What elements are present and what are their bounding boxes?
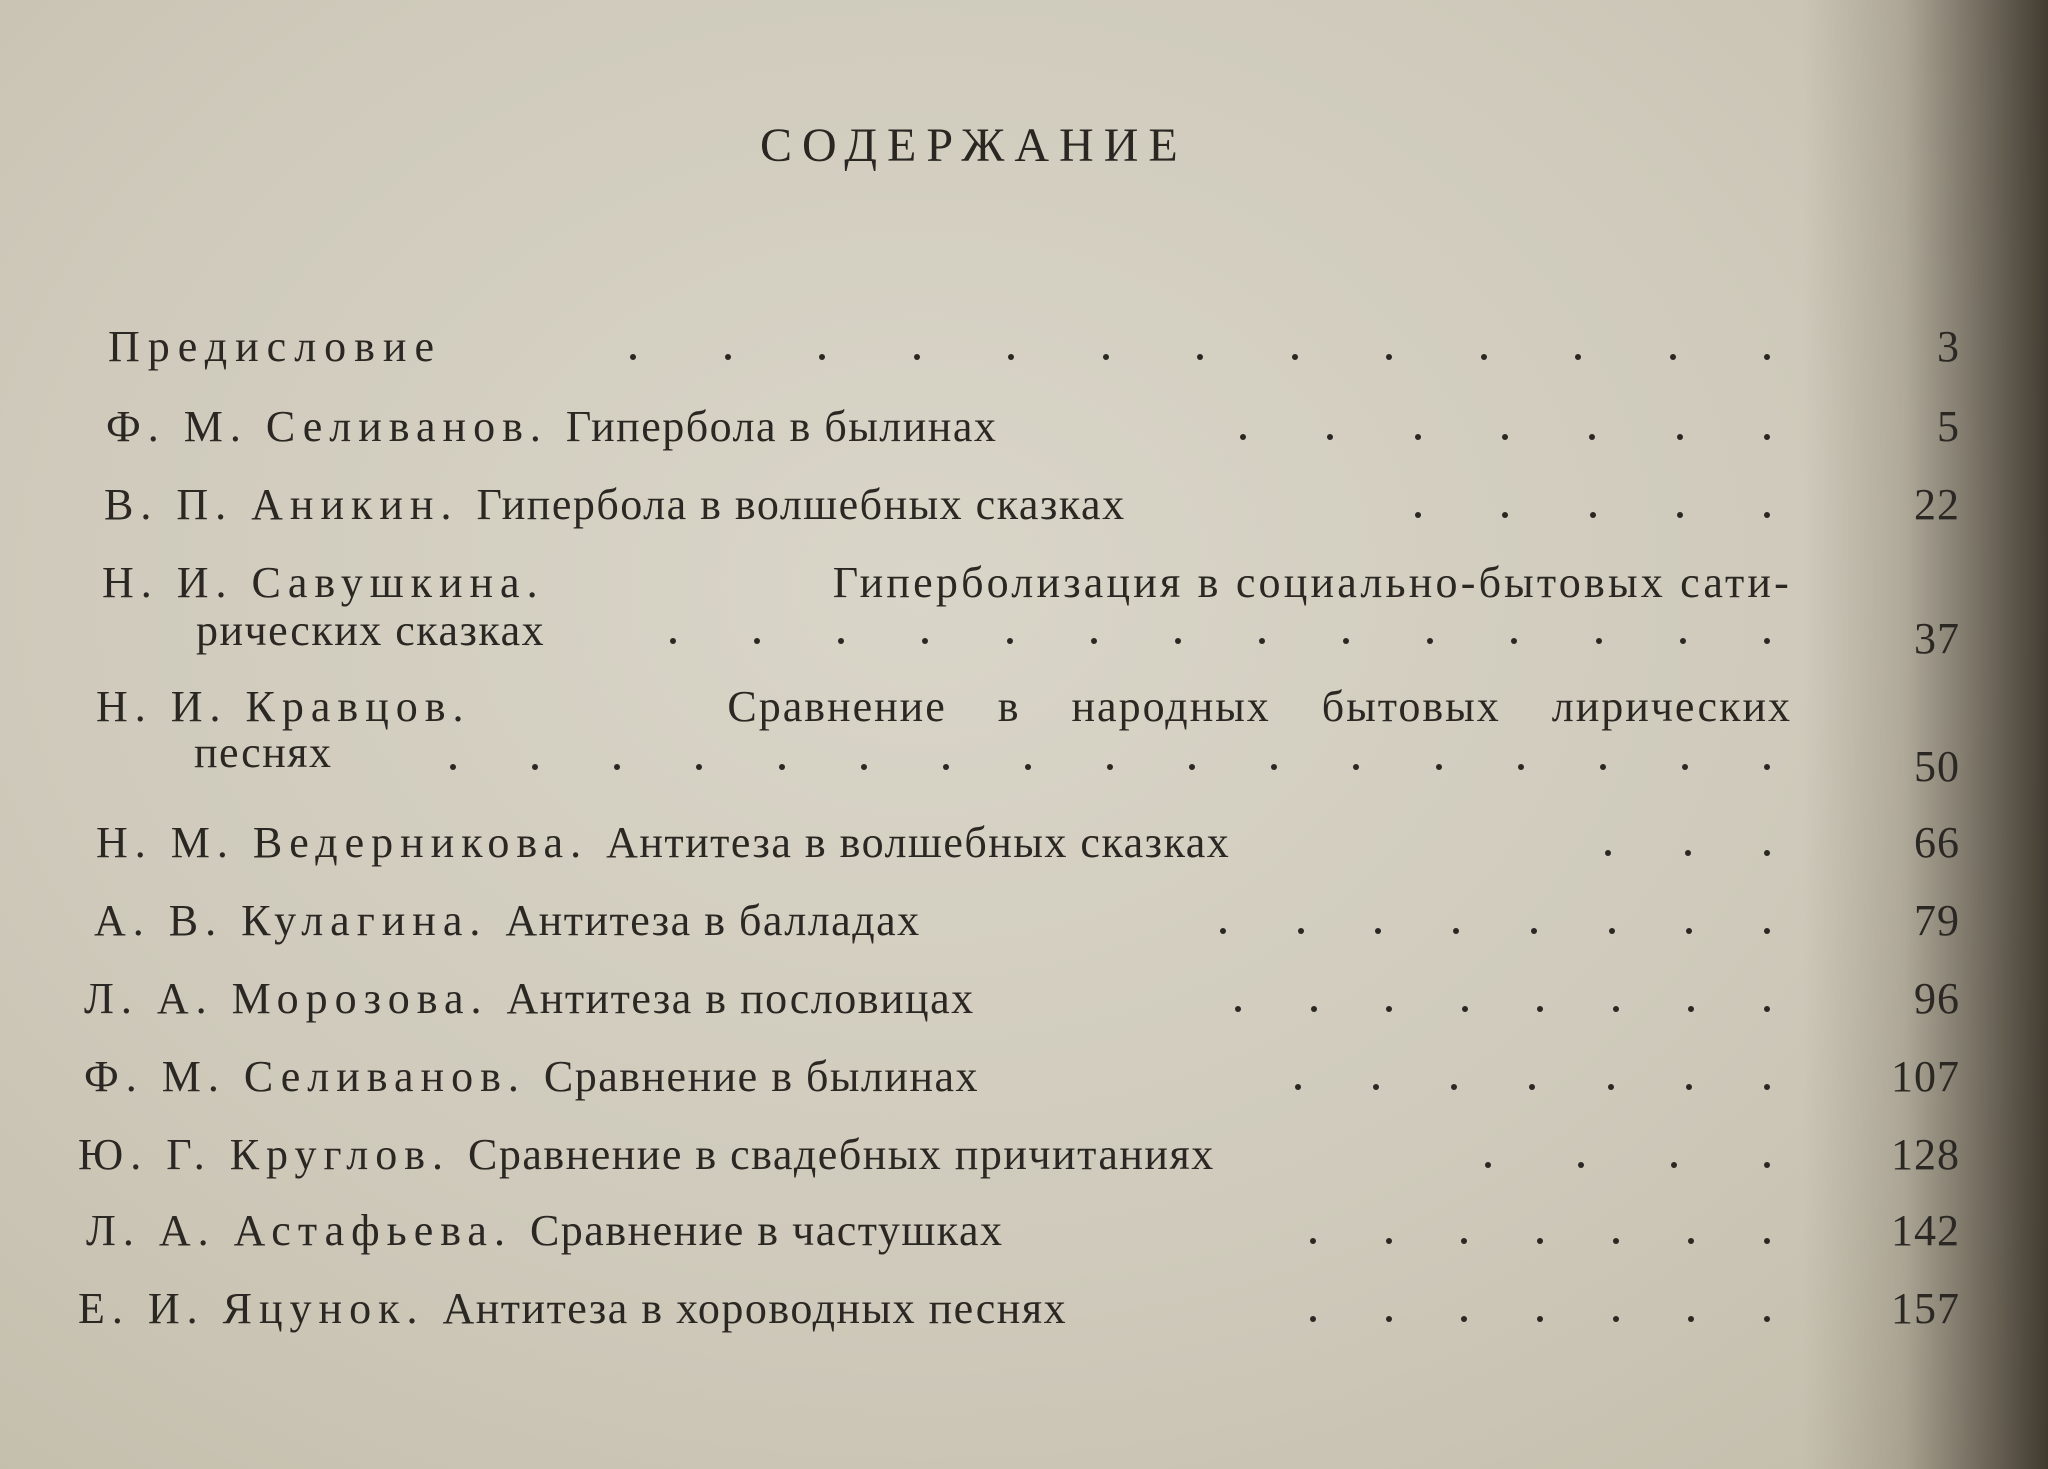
entry-text <box>96 682 1792 732</box>
leader-dot <box>819 354 825 360</box>
leader-dot <box>1575 354 1581 360</box>
leader-dot <box>1091 638 1097 644</box>
leader-dot <box>1764 850 1770 856</box>
entry-title: Антитеза в балладах <box>505 896 921 945</box>
leader-dot <box>725 354 731 360</box>
leader-dot <box>1295 1084 1301 1090</box>
dot-leader <box>1240 402 1770 452</box>
dot-leader <box>1220 896 1770 946</box>
entry-page-number: 5 <box>1937 402 1960 451</box>
entry-page-number: 22 <box>1914 480 1960 529</box>
leader-dot <box>1613 1238 1619 1244</box>
leader-dot <box>1596 638 1602 644</box>
dot-leader <box>450 732 1770 782</box>
entry-text <box>106 402 997 452</box>
entry-page-number: 107 <box>1891 1052 1960 1101</box>
leader-dot <box>1327 434 1333 440</box>
leader-dot <box>1311 1006 1317 1012</box>
entry-text <box>86 1206 1004 1256</box>
leader-dot <box>1298 928 1304 934</box>
leader-dot <box>1462 1006 1468 1012</box>
dot-leader <box>1605 818 1770 868</box>
leader-dot <box>1688 1006 1694 1012</box>
entry-text <box>104 480 1126 530</box>
leader-dot <box>1686 928 1692 934</box>
leader-dot <box>1537 1316 1543 1322</box>
leader-dot <box>914 354 920 360</box>
leader-dot <box>1613 1316 1619 1322</box>
entry-author: Н. М. Ведерникова. <box>96 818 589 867</box>
entry-title: Гипербола в былинах <box>565 402 998 451</box>
dot-leader <box>1310 1284 1770 1334</box>
entry-text <box>78 1130 1215 1180</box>
entry-title: Сравнение в былинах <box>543 1052 980 1101</box>
entry-text <box>84 1052 979 1102</box>
leader-dot <box>1310 1316 1316 1322</box>
leader-dot <box>1764 1238 1770 1244</box>
leader-dot <box>1386 1316 1392 1322</box>
leader-dot <box>1197 354 1203 360</box>
leader-dot <box>1175 638 1181 644</box>
dot-leader <box>1485 1130 1770 1180</box>
entry-page-number: 37 <box>1914 614 1960 663</box>
dot-leader <box>1235 974 1770 1024</box>
entry-text <box>102 558 1792 608</box>
leader-dot <box>1688 1238 1694 1244</box>
leader-dot <box>1529 1084 1535 1090</box>
entry-author: Е. И. Яцунок. <box>78 1284 425 1333</box>
leader-dot <box>943 764 949 770</box>
leader-dot <box>1189 764 1195 770</box>
leader-dot <box>1220 928 1226 934</box>
entry-page-number: 142 <box>1891 1206 1960 1255</box>
entry-title: Сравнение в народных бытовых лирических <box>727 682 1792 731</box>
leader-dot <box>1502 434 1508 440</box>
leader-dot <box>1686 1084 1692 1090</box>
leader-dot <box>922 638 928 644</box>
leader-dot <box>670 638 676 644</box>
entry-page-number: 50 <box>1914 742 1960 791</box>
entry-page-number: 128 <box>1891 1130 1960 1179</box>
entry-author: Предисловие <box>108 322 442 371</box>
leader-dot <box>1682 764 1688 770</box>
leader-dot <box>696 764 702 770</box>
page-title: СОДЕРЖАНИЕ <box>760 119 1188 172</box>
leader-dot <box>1451 1084 1457 1090</box>
leader-dot <box>1670 354 1676 360</box>
leader-dot <box>1259 638 1265 644</box>
entry-author: Л. А. Морозова. <box>84 974 489 1023</box>
entry-author: Н. И. Савушкина. <box>102 558 545 607</box>
entry-title: Гиперболизация в социально-бытовых сати- <box>832 558 1792 607</box>
leader-dot <box>1609 928 1615 934</box>
leader-dot <box>450 764 456 770</box>
dot-leader <box>1415 480 1770 530</box>
leader-dot <box>1764 764 1770 770</box>
leader-dot <box>779 764 785 770</box>
leader-dot <box>1353 764 1359 770</box>
leader-dot <box>1427 638 1433 644</box>
leader-dot <box>1375 928 1381 934</box>
entry-text <box>78 1284 1067 1334</box>
leader-dot <box>1107 764 1113 770</box>
leader-dot <box>1764 638 1770 644</box>
leader-dot <box>1608 1084 1614 1090</box>
leader-dot <box>1502 512 1508 518</box>
leader-dot <box>1613 1006 1619 1012</box>
leader-dot <box>1537 1238 1543 1244</box>
leader-dot <box>1605 850 1611 856</box>
entry-author: Ю. Г. Круглов. <box>78 1130 451 1179</box>
entry-title: Антитеза в хороводных песнях <box>442 1284 1068 1333</box>
leader-dot <box>1764 1316 1770 1322</box>
leader-dot <box>1025 764 1031 770</box>
leader-dot <box>1436 764 1442 770</box>
entry-title-continued: песнях <box>194 728 333 777</box>
leader-dot <box>1007 638 1013 644</box>
leader-dot <box>1235 1006 1241 1012</box>
leader-dot <box>1511 638 1517 644</box>
entry-title: Гипербола в волшебных сказках <box>476 480 1126 529</box>
leader-dot <box>1481 354 1487 360</box>
entry-page-number: 96 <box>1914 974 1960 1023</box>
leader-dot <box>861 764 867 770</box>
leader-dot <box>1485 1162 1491 1168</box>
leader-dot <box>838 638 844 644</box>
entry-author: Ф. М. Селиванов. <box>84 1052 526 1101</box>
entry-page-number: 3 <box>1937 322 1960 371</box>
entry-title-continued: рических сказках <box>196 606 546 655</box>
leader-dot <box>1671 1162 1677 1168</box>
entry-title: Сравнение в свадебных причитаниях <box>468 1130 1215 1179</box>
entry-text <box>94 896 921 946</box>
leader-dot <box>614 764 620 770</box>
entry-title: Сравнение в частушках <box>529 1206 1004 1255</box>
leader-dot <box>754 638 760 644</box>
leader-dot <box>1578 1162 1584 1168</box>
leader-dot <box>1386 1238 1392 1244</box>
leader-dot <box>1373 1084 1379 1090</box>
leader-dot <box>1461 1316 1467 1322</box>
entry-author: Л. А. Астафьева. <box>86 1206 512 1255</box>
entry-page-number: 157 <box>1891 1284 1960 1333</box>
leader-dot <box>1461 1238 1467 1244</box>
leader-dot <box>1271 764 1277 770</box>
leader-dot <box>1386 354 1392 360</box>
entry-author: Ф. М. Селиванов. <box>106 402 548 451</box>
leader-dot <box>1531 928 1537 934</box>
leader-dot <box>1600 764 1606 770</box>
leader-dot <box>1292 354 1298 360</box>
leader-dot <box>1680 638 1686 644</box>
leader-dot <box>1103 354 1109 360</box>
entry-title: Антитеза в волшебных сказках <box>606 818 1231 867</box>
dot-leader <box>1295 1052 1770 1102</box>
leader-dot <box>1677 512 1683 518</box>
entry-page-number: 79 <box>1914 896 1960 945</box>
leader-dot <box>1589 434 1595 440</box>
leader-dot <box>1677 434 1683 440</box>
entry-text <box>84 974 975 1024</box>
leader-dot <box>1415 512 1421 518</box>
leader-dot <box>532 764 538 770</box>
leader-dot <box>1386 1006 1392 1012</box>
leader-dot <box>1240 434 1246 440</box>
leader-dot <box>1764 434 1770 440</box>
leader-dot <box>1008 354 1014 360</box>
entry-page-number: 66 <box>1914 818 1960 867</box>
leader-dot <box>630 354 636 360</box>
leader-dot <box>1537 1006 1543 1012</box>
leader-dot <box>1685 850 1691 856</box>
entry-text <box>96 818 1230 868</box>
entry-author: В. П. Аникин. <box>104 480 459 529</box>
leader-dot <box>1518 764 1524 770</box>
leader-dot <box>1453 928 1459 934</box>
dot-leader <box>1310 1206 1770 1256</box>
leader-dot <box>1310 1238 1316 1244</box>
entry-author: Н. И. Кравцов. <box>96 682 471 731</box>
leader-dot <box>1764 354 1770 360</box>
entry-title: Антитеза в пословицах <box>506 974 975 1023</box>
leader-dot <box>1764 512 1770 518</box>
leader-dot <box>1590 512 1596 518</box>
leader-dot <box>1764 928 1770 934</box>
leader-dot <box>1764 1006 1770 1012</box>
leader-dot <box>1764 1162 1770 1168</box>
dot-leader <box>630 322 1770 372</box>
leader-dot <box>1415 434 1421 440</box>
entry-author: А. В. Кулагина. <box>94 896 488 945</box>
leader-dot <box>1688 1316 1694 1322</box>
leader-dot <box>1343 638 1349 644</box>
leader-dot <box>1764 1084 1770 1090</box>
dot-leader <box>670 606 1770 656</box>
